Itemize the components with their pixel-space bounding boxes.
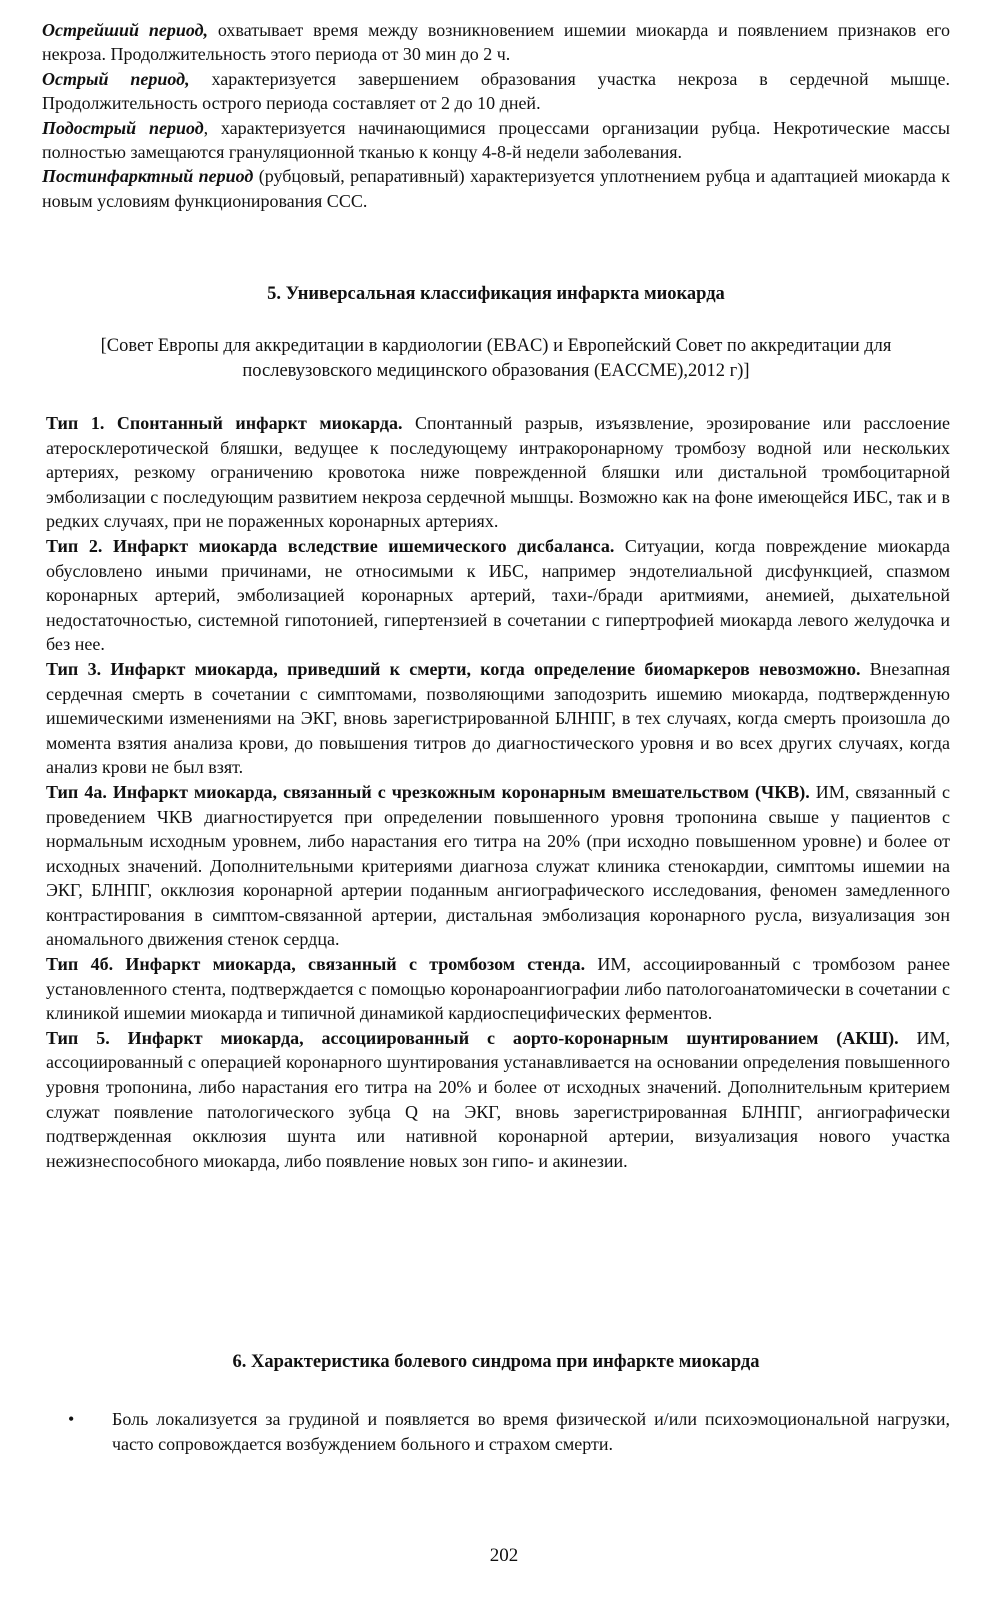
type-text: Спонтанный разрыв, изъязвление, эрозирование или расслоение атеросклеротической бляшки, ведущее к последующему интракоронарному тромбозу водной или нескольких артериях, резкому ограничению кровотока ниже поврежденной бляшки или дистальной тромбоцитарной эмболизации с последующим развитием некроза сердечной мышцы. Возможно как на фоне имеющейся ИБС, так и в редких случаях, при не пораженных коронарных артериях. (46, 413, 950, 532)
type-text: Ситуации, когда повреждение миокарда обусловлено иными причинами, не относимыми к ИБС, например эндотелиальной дисфункцией, спазмом коронарных артерий, эмболизацией коронарных артерий, тахи-/бради аритмиями, анемией, дыхательной недостаточностью, системной гипотонией, гипертензией в сочетании с гипертрофией миокарда левого желудочка и без нее. (46, 535, 950, 655)
period-text: характеризуется завершением образования участка некроза в сердечной мышце. Продолжительность острого периода составляет от 2 до 10 дней. (42, 68, 950, 114)
type-text: ИМ, ассоциированный с тромбозом ранее установленного стента, подтверждается с помощью коронароангиографии либо патологоанатомически в сочетании с клиникой ишемии миокарда и типичной динамикой кардиоспецифических ферментов. (46, 954, 950, 1024)
type-paragraph (46, 657, 950, 780)
bullet-icon: • (68, 1409, 75, 1429)
period-text: (рубцовый, репаративный) характеризуется уплотнением рубца и адаптацией миокарда к новым условиям функционирования ССС. (42, 166, 951, 211)
type-text: ИМ, ассоциированный с операцией коронарного шунтирования устанавливается на основании определения повышенного уровня тропонина, либо нарастания его титра на 20% и более от исходных значений. Дополнительным критерием служат появление патологического зубца Q на ЭКГ, вновь зарегистрированная БЛНПГ, ангиографически подтвержденная окклюзия шунта или нативной коронарной артерии, визуализация нового участка нежизнеспособного миокарда, либо появление новых зон гипо- и акинезии. (46, 1027, 950, 1171)
type-paragraph (46, 1026, 950, 1174)
pain-syndrome-list (60, 1407, 950, 1457)
type-title: Тип 4а. Инфаркт миокарда, связанный с чрезкожным коронарным вмешательством (ЧКВ). (46, 781, 810, 802)
type-paragraph (46, 411, 950, 534)
section-5-heading: 5. Универсальная классификация инфаркта миокарда (267, 284, 725, 304)
type-text: Внезапная сердечная смерть в сочетании с симптомами, позволяющими заподозрить ишемию миокарда, подтвержденную ишемическими изменениями на ЭКГ, вновь зарегистрированной БЛНПГ, в тех случаях, когда смерть произошла до момента взятия анализа крови, до повышения титров до диагностического уровня и во всех других случаях, когда анализ крови не был взят. (46, 658, 950, 778)
page-number: 202 (489, 1545, 519, 1566)
period-paragraph (42, 164, 950, 213)
period-text: охватывает время между возникновением ишемии миокарда и появлением признаков его некроза. Продолжительность этого периода от 30 мин до 2 ч. (42, 20, 950, 65)
type-title: Тип 3. Инфаркт миокарда, приведший к смерти, когда определение биомаркеров невозможно. (46, 658, 861, 679)
type-paragraph (46, 780, 950, 952)
period-term: Острый период, (42, 68, 190, 89)
period-term: Подострый период (42, 117, 204, 138)
infarction-periods (42, 18, 950, 213)
period-text: , характеризуется начинающимися процессами организации рубца. Некротические массы полностью замещаются грануляционной тканью к концу 4-8-й недели заболевания. (42, 117, 951, 163)
period-paragraph (42, 67, 950, 116)
type-title: Тип 1. Спонтанный инфаркт миокарда. (46, 413, 403, 433)
list-item (60, 1407, 950, 1457)
infarction-types (46, 411, 950, 1173)
period-paragraph (42, 18, 950, 67)
period-paragraph (42, 116, 950, 165)
type-text: ИМ, связанный с проведением ЧКВ диагностируется при определении повышенного уровня тропонина свыше у пациентов с нормальным исходным уровнем, либо нарастания его титра на 20% (при исходно повышенном уровне) и более от исходных значений. Дополнительными критериями диагноза служат клиника стенокардии, симптомы ишемии на ЭКГ, БЛНПГ, окклюзия коронарной артерии поданным ангиографического исследования, феномен замедленного контрастирования в симптом-связанной артерии, дистальная эмболизация коронарного русла, визуализация зон аномального движения стенок сердца. (46, 781, 950, 950)
section-6-heading: 6. Характеристика болевого синдрома при инфаркте миокарда (232, 1352, 760, 1372)
type-paragraph (46, 952, 950, 1026)
type-paragraph (46, 534, 950, 657)
type-title: Тип 5. Инфаркт миокарда, ассоциированный с аорто-коронарным шунтированием (АКШ). (46, 1027, 899, 1048)
type-title: Тип 2. Инфаркт миокарда вследствие ишемического дисбаланса. (46, 535, 615, 556)
list-item-text: Боль локализуется за грудиной и появляется во время физической и/или психоэмоциональной нагрузки, часто сопровождается возбуждением больного и страхом смерти. (112, 1409, 950, 1454)
classification-source: [Совет Европы для аккредитации в кардиологии (EBAC) и Европейский Совет по аккредитации для послевузовского медицинского образования (EACCME),2012 г)] (100, 336, 892, 381)
period-term: Острейший период, (42, 20, 209, 40)
type-title: Тип 4б. Инфаркт миокарда, связанный с тромбозом стенда. (46, 954, 586, 975)
period-term: Постинфарктный период (42, 166, 254, 187)
